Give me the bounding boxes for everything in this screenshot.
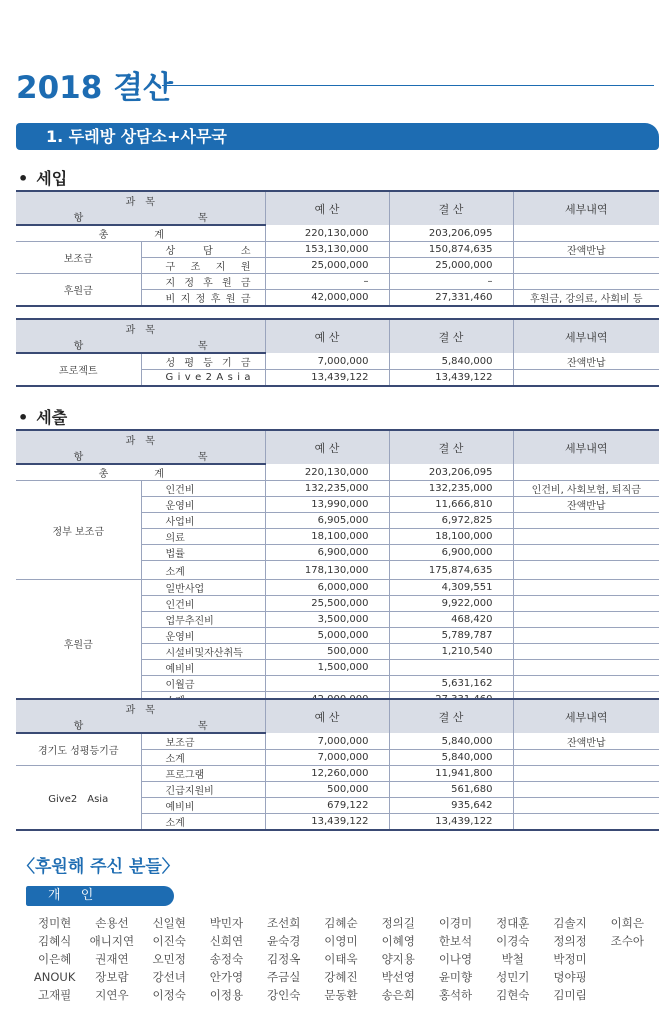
- donor-name: 이정숙: [152, 988, 186, 1002]
- row-budget: 3,500,000: [265, 612, 389, 628]
- row-budget: 25,000,000: [265, 258, 389, 274]
- header-detail: 세부내역: [513, 430, 659, 464]
- donor-name: 문동환: [324, 988, 358, 1002]
- donor-row: [26, 968, 656, 986]
- donor-name: 양지용: [381, 952, 415, 966]
- row-budget: 42,000,000: [265, 290, 389, 307]
- row-settlement: [389, 660, 513, 676]
- donor-name: 김현숙: [496, 988, 530, 1002]
- row-detail: [513, 612, 659, 628]
- row-item: 시설비및자산취득: [141, 644, 265, 660]
- donor-name: 김혜순: [324, 916, 358, 930]
- row-item: 프로그램: [141, 766, 265, 782]
- row-settlement: 132,235,000: [389, 481, 513, 497]
- donor-name: 윤숙경: [267, 934, 301, 948]
- row-settlement: 561,680: [389, 782, 513, 798]
- row-detail: [513, 750, 659, 766]
- donor-name: 권재연: [95, 952, 129, 966]
- donor-name: 한보석: [438, 934, 473, 948]
- row-detail: [513, 660, 659, 676]
- row-budget: 5,000,000: [265, 628, 389, 644]
- row-settlement: 5,840,000: [389, 750, 513, 766]
- donor-name: 주금실: [267, 970, 301, 984]
- row-detail: 잔액반납: [513, 242, 659, 258]
- header-item: 항: [16, 208, 141, 225]
- donor-name: 안가영: [209, 970, 244, 984]
- total-label: 총 계: [16, 464, 265, 481]
- row-item: 예비비: [141, 798, 265, 814]
- donor-name: 이영미: [324, 934, 358, 948]
- donor-name: 송은희: [381, 988, 415, 1002]
- group-label: 후원금: [16, 580, 141, 709]
- header-detail: 세부내역: [513, 319, 659, 353]
- row-detail: 잔액반납: [513, 353, 659, 370]
- row-settlement: 11,941,800: [389, 766, 513, 782]
- row-settlement: 18,100,000: [389, 529, 513, 545]
- row-item: 운영비: [141, 497, 265, 513]
- row-item: 긴급지원비: [141, 782, 265, 798]
- header-settlement: 결 산: [389, 191, 513, 225]
- header-budget: 예 산: [265, 699, 389, 733]
- row-settlement: –: [389, 274, 513, 290]
- donor-name: 장보람: [95, 970, 129, 984]
- row-detail: [513, 513, 659, 529]
- total-budget: 220,130,000: [265, 225, 389, 242]
- row-item: 예비비: [141, 660, 265, 676]
- row-budget: 6,000,000: [265, 580, 389, 596]
- donor-category-pill: 개 인: [26, 886, 174, 906]
- donor-name: 이희은: [610, 916, 644, 930]
- row-detail: [513, 274, 659, 290]
- donor-row: [26, 932, 656, 950]
- table-row: [16, 481, 659, 497]
- total-settlement: 203,206,095: [389, 464, 513, 481]
- donor-name: 이경숙: [496, 934, 530, 948]
- row-item: 이월금: [141, 676, 265, 692]
- donors-heading: 〈후원해 주신 분들〉: [18, 857, 179, 877]
- header-item: 항: [16, 716, 141, 733]
- row-item: 업무추진비: [141, 612, 265, 628]
- donor-name: 신일현: [152, 916, 186, 930]
- row-detail: [513, 370, 659, 386]
- row-item: 법률: [141, 545, 265, 561]
- row-budget: 13,990,000: [265, 497, 389, 513]
- row-detail: [513, 628, 659, 644]
- expense-heading: • 세출: [18, 408, 68, 427]
- donor-name: 김미림: [553, 988, 587, 1002]
- header-budget: 예 산: [265, 430, 389, 464]
- donor-name: 정의길: [381, 916, 415, 930]
- total-label: 총 계: [16, 225, 265, 242]
- donor-name: 김정옥: [267, 952, 301, 966]
- row-detail: [513, 798, 659, 814]
- donor-name: 박철: [501, 952, 524, 966]
- donor-name: 강인숙: [267, 988, 301, 1002]
- donor-name: 이정용: [209, 988, 244, 1002]
- row-item: 소계: [141, 561, 265, 580]
- donor-row: [26, 950, 656, 968]
- header-subitem: 목: [141, 716, 265, 733]
- row-item: 보조금: [141, 733, 265, 750]
- donor-name: 뎡야핑: [553, 970, 587, 984]
- row-budget: 500,000: [265, 782, 389, 798]
- row-item: 성 평 등 기 금: [141, 353, 265, 370]
- header-settlement: 결 산: [389, 699, 513, 733]
- header-category: 과 목: [16, 699, 265, 716]
- row-item: 운영비: [141, 628, 265, 644]
- donor-name: 고재필: [37, 988, 72, 1002]
- total-row: [16, 464, 659, 481]
- row-budget: 6,900,000: [265, 545, 389, 561]
- row-detail: [513, 814, 659, 831]
- row-budget: 178,130,000: [265, 561, 389, 580]
- row-item: 구 조 지 원: [141, 258, 265, 274]
- row-settlement: 4,309,551: [389, 580, 513, 596]
- row-budget: [265, 676, 389, 692]
- row-detail: 인건비, 사회보험, 퇴직금: [513, 481, 659, 497]
- donor-name: 김솔지: [553, 916, 587, 930]
- donor-name: 김혜식: [37, 934, 72, 948]
- table-row: [16, 353, 659, 370]
- row-detail: 잔액반납: [513, 733, 659, 750]
- row-detail: [513, 644, 659, 660]
- header-item: 항: [16, 336, 141, 353]
- donor-name: 이진숙: [152, 934, 186, 948]
- row-item: 소계: [141, 750, 265, 766]
- donor-name: [599, 986, 656, 1004]
- group-label: 정부 보조금: [16, 481, 141, 580]
- donor-name: 송정숙: [209, 952, 244, 966]
- donor-name: 신희연: [209, 934, 244, 948]
- row-detail: [513, 782, 659, 798]
- row-item: 의료: [141, 529, 265, 545]
- donor-name: 정의정: [553, 934, 587, 948]
- row-budget: 679,122: [265, 798, 389, 814]
- header-settlement: 결 산: [389, 319, 513, 353]
- group-label: 보조금: [16, 242, 141, 274]
- income-project-table: [16, 318, 659, 387]
- row-settlement: 468,420: [389, 612, 513, 628]
- row-settlement: 175,874,635: [389, 561, 513, 580]
- header-detail: 세부내역: [513, 191, 659, 225]
- row-detail: [513, 580, 659, 596]
- row-settlement: 6,900,000: [389, 545, 513, 561]
- donor-name: 박선영: [381, 970, 415, 984]
- income-heading-label: 세입: [36, 169, 68, 188]
- donor-name: 조선희: [267, 916, 301, 930]
- header-subitem: 목: [141, 208, 265, 225]
- row-settlement: 5,840,000: [389, 353, 513, 370]
- row-item: 비 지 정 후 원 금: [141, 290, 265, 307]
- row-settlement: 13,439,122: [389, 370, 513, 386]
- row-budget: 13,439,122: [265, 370, 389, 386]
- group-label: 프로젝트: [16, 353, 141, 386]
- row-detail: [513, 529, 659, 545]
- header-category: 과 목: [16, 191, 265, 208]
- donor-name: 성민기: [496, 970, 530, 984]
- row-budget: –: [265, 274, 389, 290]
- row-budget: 500,000: [265, 644, 389, 660]
- title-rule: [162, 85, 654, 86]
- table-row: [16, 242, 659, 258]
- header-budget: 예 산: [265, 319, 389, 353]
- donor-name: 강혜진: [324, 970, 358, 984]
- row-budget: 153,130,000: [265, 242, 389, 258]
- header-subitem: 목: [141, 336, 265, 353]
- row-settlement: 27,331,460: [389, 290, 513, 307]
- row-settlement: 11,666,810: [389, 497, 513, 513]
- header-item: 항: [16, 447, 141, 464]
- group-label: 경기도 성평등기금: [16, 733, 141, 766]
- donor-name: 손용선: [95, 916, 129, 930]
- total-budget: 220,130,000: [265, 464, 389, 481]
- row-budget: 13,439,122: [265, 814, 389, 831]
- donor-row: [26, 986, 656, 1004]
- row-budget: 7,000,000: [265, 353, 389, 370]
- row-budget: 7,000,000: [265, 750, 389, 766]
- expense-project-table: [16, 698, 659, 831]
- donor-name: 애니지연: [89, 934, 135, 948]
- expense-heading-label: 세출: [36, 408, 68, 427]
- header-category: 과 목: [16, 319, 265, 336]
- header-settlement: 결 산: [389, 430, 513, 464]
- donor-name: 박정미: [553, 952, 587, 966]
- row-detail: [513, 766, 659, 782]
- row-settlement: 6,972,825: [389, 513, 513, 529]
- total-row: [16, 225, 659, 242]
- row-settlement: 25,000,000: [389, 258, 513, 274]
- row-settlement: 13,439,122: [389, 814, 513, 831]
- donor-name: [599, 950, 656, 968]
- header-subitem: 목: [141, 447, 265, 464]
- row-detail: [513, 258, 659, 274]
- table-row: [16, 733, 659, 750]
- donor-name: 정미현: [37, 916, 72, 930]
- row-detail: 잔액반납: [513, 497, 659, 513]
- row-item: 사업비: [141, 513, 265, 529]
- donor-row: [26, 914, 656, 932]
- row-detail: [513, 596, 659, 612]
- row-settlement: 9,922,000: [389, 596, 513, 612]
- total-settlement: 203,206,095: [389, 225, 513, 242]
- row-item: G i v e 2 A s i a: [141, 370, 265, 386]
- donor-name: 이은혜: [37, 952, 72, 966]
- total-detail: [513, 225, 659, 242]
- donor-name: 정대훈: [496, 916, 530, 930]
- donor-name: 홍석하: [438, 988, 473, 1002]
- table-row: [16, 766, 659, 782]
- table-row: [16, 580, 659, 596]
- row-settlement: 5,840,000: [389, 733, 513, 750]
- row-budget: 6,905,000: [265, 513, 389, 529]
- row-item: 인건비: [141, 596, 265, 612]
- row-settlement: 5,789,787: [389, 628, 513, 644]
- donor-name: 이경미: [438, 916, 473, 930]
- donor-name: 이태욱: [324, 952, 358, 966]
- row-item: 일반사업: [141, 580, 265, 596]
- row-detail: [513, 545, 659, 561]
- row-item: 소계: [141, 814, 265, 831]
- donor-name: [599, 968, 656, 986]
- donor-name: 이나영: [438, 952, 473, 966]
- total-detail: [513, 464, 659, 481]
- row-budget: 7,000,000: [265, 733, 389, 750]
- row-budget: 132,235,000: [265, 481, 389, 497]
- header-detail: 세부내역: [513, 699, 659, 733]
- donor-list: [26, 914, 656, 1004]
- row-settlement: 935,642: [389, 798, 513, 814]
- row-detail: [513, 676, 659, 692]
- row-item: 지 정 후 원 금: [141, 274, 265, 290]
- row-settlement: 150,874,635: [389, 242, 513, 258]
- section-banner: 1. 두레방 상담소+사무국: [16, 123, 659, 150]
- header-category: 과 목: [16, 430, 265, 447]
- donor-name: 윤미향: [438, 970, 473, 984]
- row-detail: [513, 561, 659, 580]
- page-title: 2018 결산: [16, 70, 173, 106]
- donor-name: 지연우: [95, 988, 129, 1002]
- row-settlement: 5,631,162: [389, 676, 513, 692]
- donor-name: 박민자: [209, 916, 244, 930]
- expense-table: [16, 429, 659, 709]
- row-settlement: 1,210,540: [389, 644, 513, 660]
- row-budget: 18,100,000: [265, 529, 389, 545]
- row-item: 인건비: [141, 481, 265, 497]
- donor-name: 이혜영: [381, 934, 415, 948]
- income-heading: • 세입: [18, 169, 68, 188]
- donor-name: 오민정: [152, 952, 186, 966]
- table-row: [16, 274, 659, 290]
- donor-name: 강선녀: [152, 970, 186, 984]
- group-label: 후원금: [16, 274, 141, 307]
- row-budget: 1,500,000: [265, 660, 389, 676]
- row-item: 상 담 소: [141, 242, 265, 258]
- row-budget: 25,500,000: [265, 596, 389, 612]
- header-budget: 예 산: [265, 191, 389, 225]
- donor-name: 조수아: [610, 934, 644, 948]
- group-label: Give2 Asia: [16, 766, 141, 831]
- row-budget: 12,260,000: [265, 766, 389, 782]
- income-table: [16, 190, 659, 307]
- donor-name: ANOUK: [33, 970, 76, 984]
- row-detail: 후원금, 강의료, 사회비 등: [513, 290, 659, 307]
